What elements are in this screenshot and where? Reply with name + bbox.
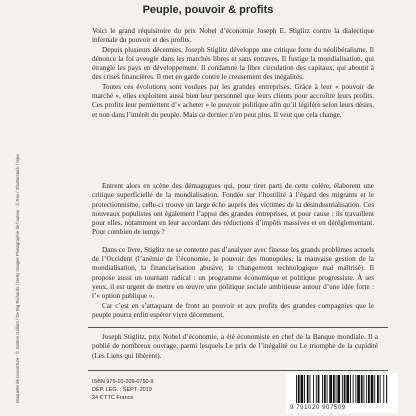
barcode-bar (313, 375, 314, 403)
cover-credits: Maquette de couverture : © Justine Gallant / De Big Richards / Getty Images Photographie de l’auteur : © Rex / Shutterstock / Sipa (15, 154, 20, 403)
barcode-bar (337, 375, 340, 403)
barcode-bar (310, 375, 311, 403)
barcode-bar (329, 375, 332, 403)
barcode-bar (383, 375, 384, 403)
price: 24 € TTC France (92, 395, 134, 401)
barcode-bar (307, 375, 309, 403)
separator-line-top (88, 327, 388, 328)
barcode-bars (296, 375, 388, 403)
isbn-number: ISBN 979-10-209-0750-9 (92, 379, 154, 385)
barcode-bar (380, 375, 381, 403)
barcode-bar (327, 375, 328, 403)
author-bio (92, 333, 378, 361)
barcode-bar (322, 375, 323, 403)
middle-paragraph-3: Car c’est en s’attaquant de front au pouvoir et aux profits des grandes compagnies que le peuple pourra enfin espérer vivre décemment. (92, 301, 374, 319)
separator-line-bottom (88, 370, 388, 371)
barcode-bar (304, 375, 305, 403)
barcode-bar (350, 375, 351, 403)
barcode-bar (353, 375, 354, 403)
barcode-bar (336, 375, 337, 403)
barcode (286, 373, 398, 413)
barcode-digits: 9 791020 907509 (290, 405, 346, 411)
barcode-bar (342, 375, 343, 403)
author-bio-text: Joseph Stiglitz, prix Nobel d’économie, a été économiste en chef de la Banque mondiale. Il a publié de nombreux ouvrage, parmi lesquels Le prix de l’inégalité ou Le triomphe de la cupidité (Les Liens qui libèrent). (92, 333, 378, 360)
middle-paragraph-1: Entrent alors en scène des démagogues qui, pour tirer parti de cette colère, élaborent une critique superficielle de la mondialisation. Fondée sur l’hostilité à l’égard des migrants et le protectionnisme, celle-ci trouve un large écho auprès des victimes de la désindustrialisation. Ces nouveaux populistes ont également l’appui des grandes entreprises, et pour cause : ils travaillent pour elles, notamment en leur accordant des réductions d’impôts massives et en déréglementant. Pour combien de temps ? (92, 182, 374, 237)
barcode-bar (361, 375, 363, 403)
book-title: Peuple, pouvoir & profits (142, 4, 274, 16)
barcode-bar (377, 375, 379, 403)
barcode-bar (368, 375, 370, 403)
barcode-bar (374, 375, 375, 403)
barcode-bar (364, 375, 365, 403)
publication-info (92, 378, 153, 402)
middle-text (92, 182, 374, 320)
barcode-bar (346, 375, 349, 403)
barcode-bar (371, 375, 374, 403)
barcode-bar (316, 375, 317, 403)
intro-paragraph-2: Depuis plusieurs décennies, Joseph Stiglitz développe une critique forte du néolibéralisme. Il dénonce la foi aveugle dans les marchés libres et sans entraves. Il fustige la mondialisation, qui étrangle les pays en développement. Il condamne la libre circulation des capitaux, qui aboutit à des crises financières. Il met en garde contre le creusement des inégalités. (92, 45, 374, 82)
intro-text (92, 27, 374, 120)
barcode-bar (333, 375, 335, 403)
barcode-bar (301, 375, 304, 403)
legal-deposit: DÉP. LÉG. : SEPT. 2019 (92, 387, 152, 393)
middle-paragraph-2: Dans ce livre, Stiglitz ne se contente pas d’analyser avec finesse les grands problèmes actuels de l’Occident (l’anémie de l’économie, le pouvoir des monopoles, la mauvaise gestion de la mondialisation, la financiarisation abusive, le changement technologique mal maîtrisé). Il propose aussi un tournant radical : un programme économique et politique progressiste. À ses yeux, il est urgent de mettre en œuvre une politique sociale ambitieuse autour d’une idée forte : l’« option publique ». (92, 245, 374, 301)
intro-paragraph-1: Voici le grand réquisitoire du prix Nobel d’économie Joseph E. Stiglitz contre la dialectique infernale du pouvoir et des profits. (92, 27, 374, 45)
intro-paragraph-3: Toutes ces évolutions sont voulues par les grandes entreprises. Grâce à leur « pouvoir de marché », elles exploitent aussi bien leur personnel que leurs clients pour accroître leurs profits. Ces profits leur permettent d’« acheter » le pouvoir politique afin qu’il légifère selon leurs désirs, et non dans l’intérêt du peuple. Mais ce dernier n’en peut plus. Il veut que cela change. (92, 82, 374, 119)
barcode-bar (344, 375, 346, 403)
barcode-bar (298, 375, 300, 403)
barcode-bar (318, 375, 320, 403)
barcode-bar (296, 375, 297, 403)
barcode-bar (386, 375, 387, 403)
barcode-bar (355, 375, 356, 403)
barcode-bar (357, 375, 360, 403)
barcode-bar (324, 375, 326, 403)
barcode-bar (366, 375, 367, 403)
